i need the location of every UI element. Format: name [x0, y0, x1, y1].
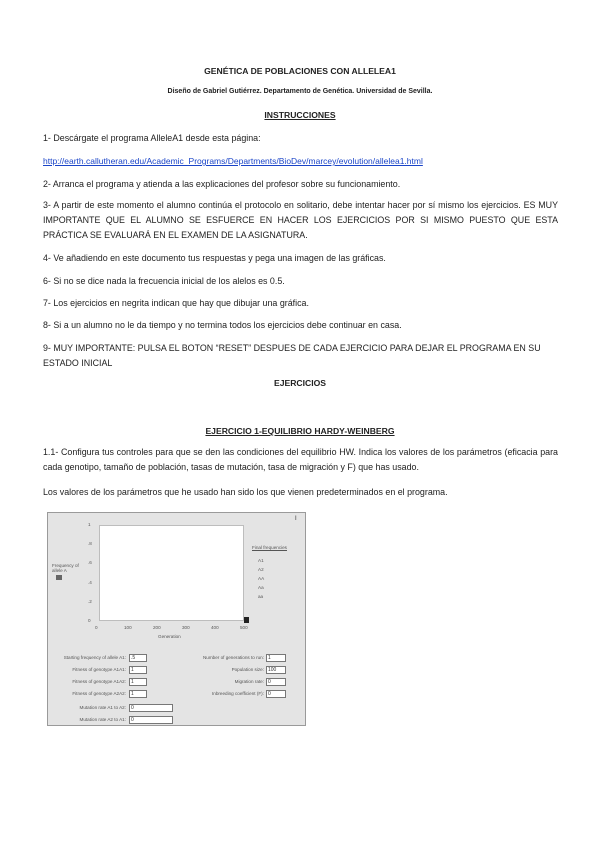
x-tick-label: 300	[182, 625, 190, 630]
parameter-label: Number of generations to run:	[202, 655, 264, 660]
parameter-input[interactable]: 1	[129, 678, 147, 686]
allelea1-download-link[interactable]: http://earth.callutheran.edu/Academic_Programs/Departments/BioDev/marcey/evolution/allelea1.html	[43, 156, 423, 166]
y-tick-label: .2	[88, 598, 92, 604]
instruction-9: 9- MUY IMPORTANTE: PULSA EL BOTON “RESET” DESPUES DE CADA EJERCICIO PARA DEJAR EL PROGRAMA EN SU ESTADO INICIAL	[43, 343, 541, 368]
parameter-label: Fitness of genotype A1A2:	[72, 679, 126, 684]
cursor-mark: I	[295, 516, 297, 522]
x-tick-label: 200	[153, 625, 161, 630]
parameter-input[interactable]: 1	[129, 690, 147, 698]
instruction-4: 4- Ve añadiendo en este documento tus respuestas y pega una imagen de las gráficas.	[43, 253, 386, 263]
parameter-label: Starting frequency of allele A1:	[63, 655, 126, 660]
document-subtitle: Diseño de Gabriel Gutiérrez. Departamento de Genética. Universidad de Sevilla.	[167, 88, 433, 95]
x-axis-label: Generation	[158, 634, 181, 639]
y-tick-label: .6	[88, 560, 92, 566]
legend-item: A2	[258, 567, 264, 572]
legend-item: Aa	[258, 585, 264, 590]
parameter-input[interactable]: 0	[266, 678, 286, 686]
parameter-input[interactable]: 0	[129, 704, 173, 712]
parameter-label: Mutation rate A2 to A1:	[79, 717, 126, 722]
parameter-input[interactable]: 0	[266, 690, 286, 698]
parameter-input[interactable]: 0	[129, 716, 173, 724]
legend-title: Final frequencies	[252, 545, 287, 550]
legend-item: aa	[258, 594, 264, 599]
y-tick-label: 0	[88, 618, 91, 623]
parameter-label: Fitness of genotype A1A1:	[72, 667, 126, 672]
parameter-label: Mutation rate A1 to A2:	[79, 705, 126, 710]
x-tick-label: 500	[240, 625, 248, 630]
y-axis-swatch	[56, 575, 62, 580]
exercise-1-heading: EJERCICIO 1-EQUILIBRIO HARDY-WEINBERG	[205, 426, 395, 436]
y-axis-label: Frequency of allele A	[52, 563, 79, 573]
exercise-1-question: 1.1- Configura tus controles para que se den las condiciones del equilibrio HW. Indica los valores de los parámetros (eficacia para cada genotipo, tamaño de población, tasas de mutación, tasa de migración y F) que has usado.	[43, 447, 558, 472]
instruction-2: 2- Arranca el programa y atienda a las explicaciones del profesor sobre su funcionamiento.	[43, 179, 401, 189]
x-tick-label: 400	[211, 625, 219, 630]
instruction-7: 7- Los ejercicios en negrita indican que hay que dibujar una gráfica.	[43, 298, 309, 308]
plot-area	[99, 525, 244, 621]
instruction-3: 3- A partir de este momento el alumno continúa el protocolo en solitario, debe intentar hacer por sí mismo los ejercicios. ES MUY IMPORTANTE QUE EL ALUMNO SE ESFUERCE EN HACER LOS EJERCICIOS POR SI MISMO PUESTO QUE ESTA PRÁCTICA SE EVALUARÁ EN EL EXAMEN DE LA ASIGNATURA.	[43, 200, 558, 240]
y-tick-label: .4	[88, 579, 92, 585]
parameter-input[interactable]: 1	[266, 654, 286, 662]
instructions-heading: INSTRUCCIONES	[264, 110, 336, 120]
instruction-6: 6- Si no se dice nada la frecuencia inicial de los alelos es 0.5.	[43, 276, 285, 286]
plot-end-marker	[244, 617, 249, 623]
exercises-heading: EJERCICIOS	[273, 378, 327, 388]
x-tick-label: 0	[95, 625, 98, 630]
document-title: GENÉTICA DE POBLACIONES CON ALLELEA1	[204, 66, 396, 76]
y-tick-label: .8	[88, 541, 92, 547]
y-tick-label: 1	[88, 522, 91, 527]
parameter-label: Migration rate:	[234, 679, 264, 684]
instruction-1: 1- Descárgate el programa AlleleA1 desde esta página:	[43, 133, 261, 143]
parameter-label: Fitness of genotype A2A2:	[72, 691, 126, 696]
parameter-label: Population size:	[231, 667, 264, 672]
parameter-input[interactable]: .5	[129, 654, 147, 662]
exercise-1-answer: Los valores de los parámetros que he usado han sido los que vienen predeterminados en el programa.	[43, 487, 448, 497]
legend-item: AA	[258, 576, 265, 581]
parameter-input[interactable]: 100	[266, 666, 286, 674]
legend-item: A1	[258, 558, 264, 563]
instruction-8: 8- Si a un alumno no le da tiempo y no termina todos los ejercicios debe continuar en casa.	[43, 320, 402, 330]
parameter-label: Inbreeding coefficient (F):	[211, 691, 264, 696]
parameter-input[interactable]: 1	[129, 666, 147, 674]
x-tick-label: 100	[124, 625, 132, 630]
